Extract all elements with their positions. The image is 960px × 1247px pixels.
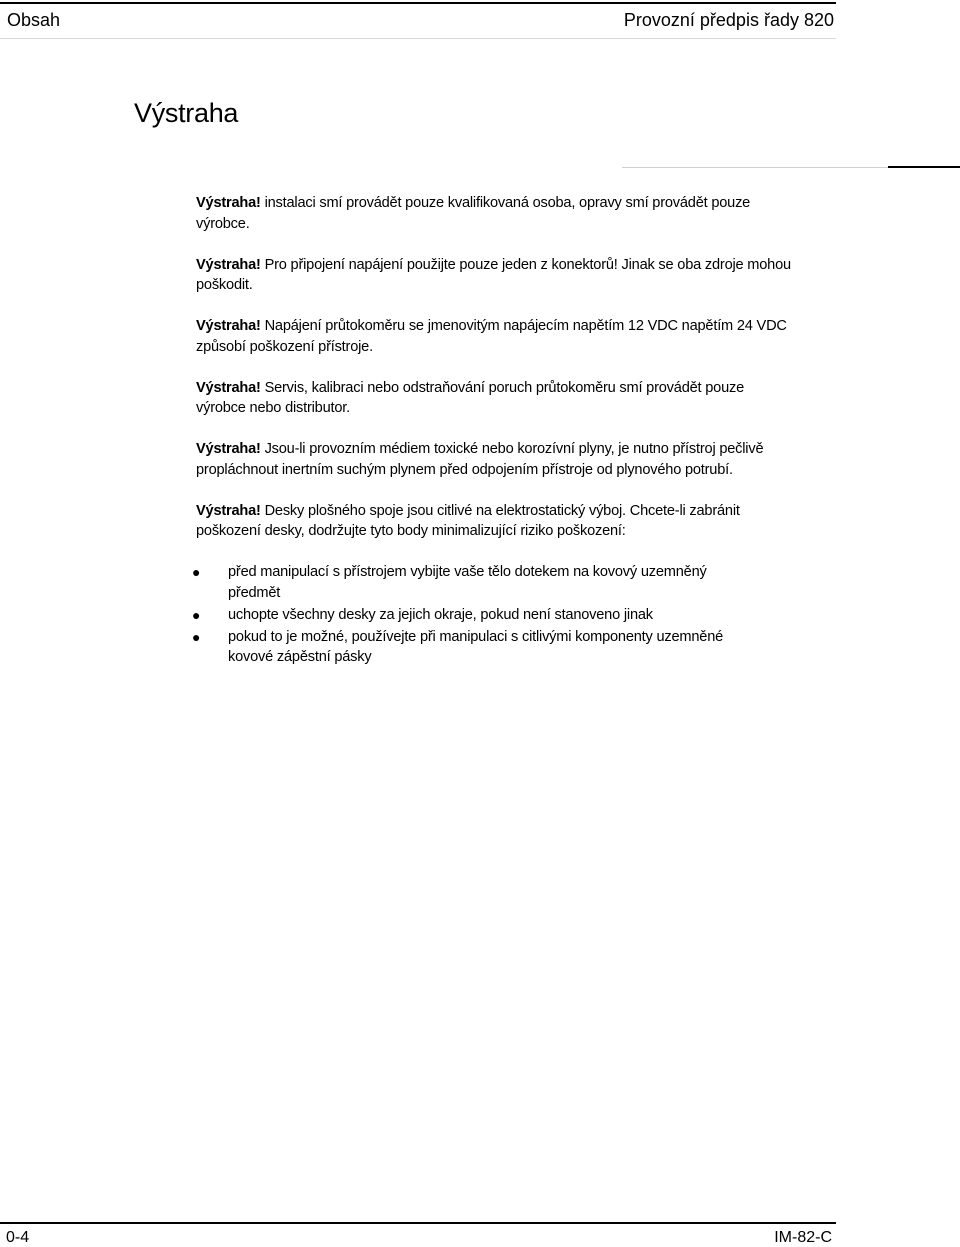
warning-label: Výstraha!: [196, 195, 261, 211]
bullet-icon: ●: [192, 628, 201, 645]
warning-paragraph: [196, 255, 796, 296]
warning-label: Výstraha!: [196, 441, 261, 457]
list-item: [192, 605, 762, 626]
warning-text: Pro připojení napájení použijte pouze jeden z konektorů! Jinak se oba zdroje mohou poškodit.: [196, 256, 791, 293]
esd-precautions-list: [192, 562, 762, 668]
warning-text: Servis, kalibraci nebo odstraňování poruch průtokoměru smí provádět pouze výrobce nebo distributor.: [196, 379, 744, 416]
page-number: 0-4: [6, 1229, 30, 1246]
warning-text: instalaci smí provádět pouze kvalifikovaná osoba, opravy smí provádět pouze výrobce.: [196, 195, 751, 232]
warning-label: Výstraha!: [196, 502, 261, 519]
document-code: IM-82-C: [774, 1229, 832, 1246]
warning-text: Jsou-li provozním médiem toxické nebo korozívní plyny, je nutno přístroj pečlivě propláchnout inertním suchým plynem před odpojením přístroje od plynového potrubí.: [196, 441, 764, 478]
warning-paragraph: [196, 439, 796, 480]
list-item-text: uchopte všechny desky za jejich okraje, pokud není stanoveno jinak: [228, 606, 653, 623]
warning-label: Výstraha!: [196, 318, 261, 334]
header-section-name: Obsah: [7, 10, 61, 30]
warning-text: Napájení průtokoměru se jmenovitým napájecím napětím 12 VDC napětím 24 VDC způsobí poškození přístroje.: [196, 318, 787, 355]
header-bottom-rule: [0, 38, 836, 39]
list-item: [192, 562, 762, 603]
footer-rule: [0, 1222, 836, 1224]
warning-paragraph: [196, 378, 796, 419]
warnings-content: [192, 193, 796, 669]
list-item: [192, 627, 762, 668]
header-top-rule: [0, 2, 836, 4]
warning-text: Desky plošného spoje jsou citlivé na elektrostatický výboj. Chcete-li zabránit poškození desky, dodržujte tyto body minimalizující riziko poškození:: [196, 502, 740, 539]
warning-paragraph: [196, 316, 796, 357]
bullet-icon: ●: [192, 564, 201, 580]
page-title: Výstraha: [134, 98, 239, 128]
bullet-icon: ●: [192, 606, 201, 623]
warning-label: Výstraha!: [196, 379, 261, 396]
header-document-title: Provozní předpis řady 820: [623, 10, 834, 30]
section-divider-thin: [622, 167, 888, 168]
section-divider-thick: [888, 166, 960, 168]
warning-label: Výstraha!: [196, 256, 261, 273]
list-item-text: před manipulací s přístrojem vybijte vaše tělo dotekem na kovový uzemněný předmět: [228, 564, 707, 601]
list-item-text: pokud to je možné, používejte při manipulaci s citlivými komponenty uzemněné kovové zápěstní pásky: [228, 628, 724, 665]
warning-paragraph: [196, 193, 796, 234]
warning-paragraph: [196, 501, 796, 542]
